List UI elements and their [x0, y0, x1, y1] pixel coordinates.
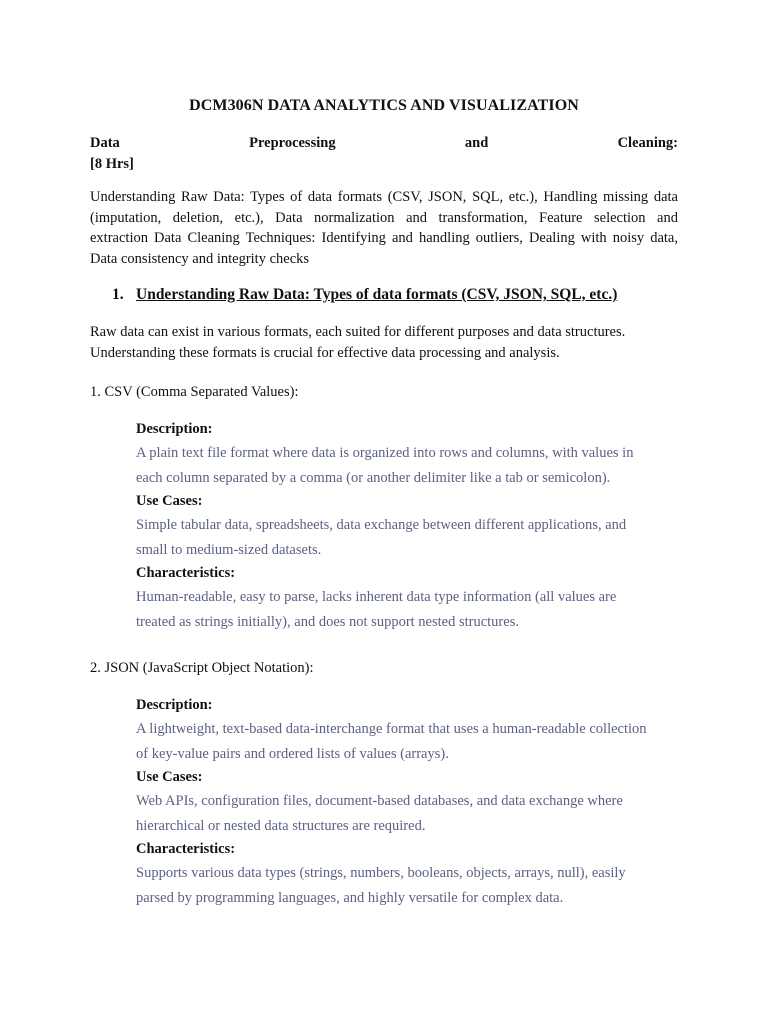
description-line: each column separated by a comma (or another delimiter like a tab or semicolon). — [136, 469, 611, 486]
format-block-csv — [136, 418, 696, 634]
use-cases-label: Use Cases: — [136, 493, 203, 509]
format-title-json: 2. JSON (JavaScript Object Notation): — [90, 660, 314, 676]
document-title: DCM306N DATA ANALYTICS AND VISUALIZATION — [189, 97, 579, 114]
use-cases-line: small to medium-sized datasets. — [136, 541, 322, 558]
characteristics-line: parsed by programming languages, and highly versatile for complex data. — [136, 889, 564, 906]
raw-data-paragraph — [90, 322, 690, 364]
intro-line: extraction Data Cleaning Techniques: Identifying and handling outliers, Dealing with noisy data, — [90, 230, 678, 246]
paragraph-line: Raw data can exist in various formats, each suited for different purposes and data structures. — [90, 324, 626, 340]
description-label: Description: — [136, 697, 213, 713]
description-line: A plain text file format where data is organized into rows and columns, with values in — [136, 445, 634, 461]
section-word: Data — [90, 135, 120, 151]
section-word: Preprocessing — [249, 135, 336, 151]
section-heading-row — [90, 133, 678, 154]
section-heading — [90, 133, 678, 175]
section-hours: [8 Hrs] — [90, 156, 134, 172]
description-line: A lightweight, text-based data-interchange format that uses a human-readable collection — [136, 721, 647, 737]
use-cases-label: Use Cases: — [136, 769, 203, 785]
description-label: Description: — [136, 421, 213, 437]
intro-line: (imputation, deletion, etc.), Data normalization and transformation, Feature selection and — [90, 209, 678, 226]
intro-line: Data consistency and integrity checks — [90, 250, 310, 267]
section-word: Cleaning: — [617, 135, 678, 151]
paragraph-line: Understanding these formats is crucial for effective data processing and analysis. — [90, 345, 560, 361]
syllabus-intro — [90, 187, 678, 269]
use-cases-line: Simple tabular data, spreadsheets, data exchange between different applications, and — [136, 517, 627, 533]
heading-text: Understanding Raw Data: Types of data formats (CSV, JSON, SQL, etc.) — [136, 286, 618, 303]
characteristics-line: Supports various data types (strings, numbers, booleans, objects, arrays, null), easily — [136, 865, 626, 881]
format-block-json — [136, 694, 696, 910]
format-title-csv: 1. CSV (Comma Separated Values): — [90, 384, 299, 400]
section-word: and — [464, 135, 489, 151]
use-cases-line: Web APIs, configuration files, document-based databases, and data exchange where — [136, 793, 623, 809]
intro-line: Understanding Raw Data: Types of data formats (CSV, JSON, SQL, etc.), Handling missing data — [90, 189, 678, 205]
heading-understanding-raw-data — [112, 286, 712, 304]
description-line: of key-value pairs and ordered lists of values (arrays). — [136, 745, 449, 762]
characteristics-line: treated as strings initially), and does not support nested structures. — [136, 613, 519, 630]
heading-number: 1. — [112, 286, 124, 303]
characteristics-label: Characteristics: — [136, 565, 236, 581]
use-cases-line: hierarchical or nested data structures are required. — [136, 817, 426, 834]
characteristics-line: Human-readable, easy to parse, lacks inherent data type information (all values are — [136, 589, 617, 605]
characteristics-label: Characteristics: — [136, 841, 236, 857]
